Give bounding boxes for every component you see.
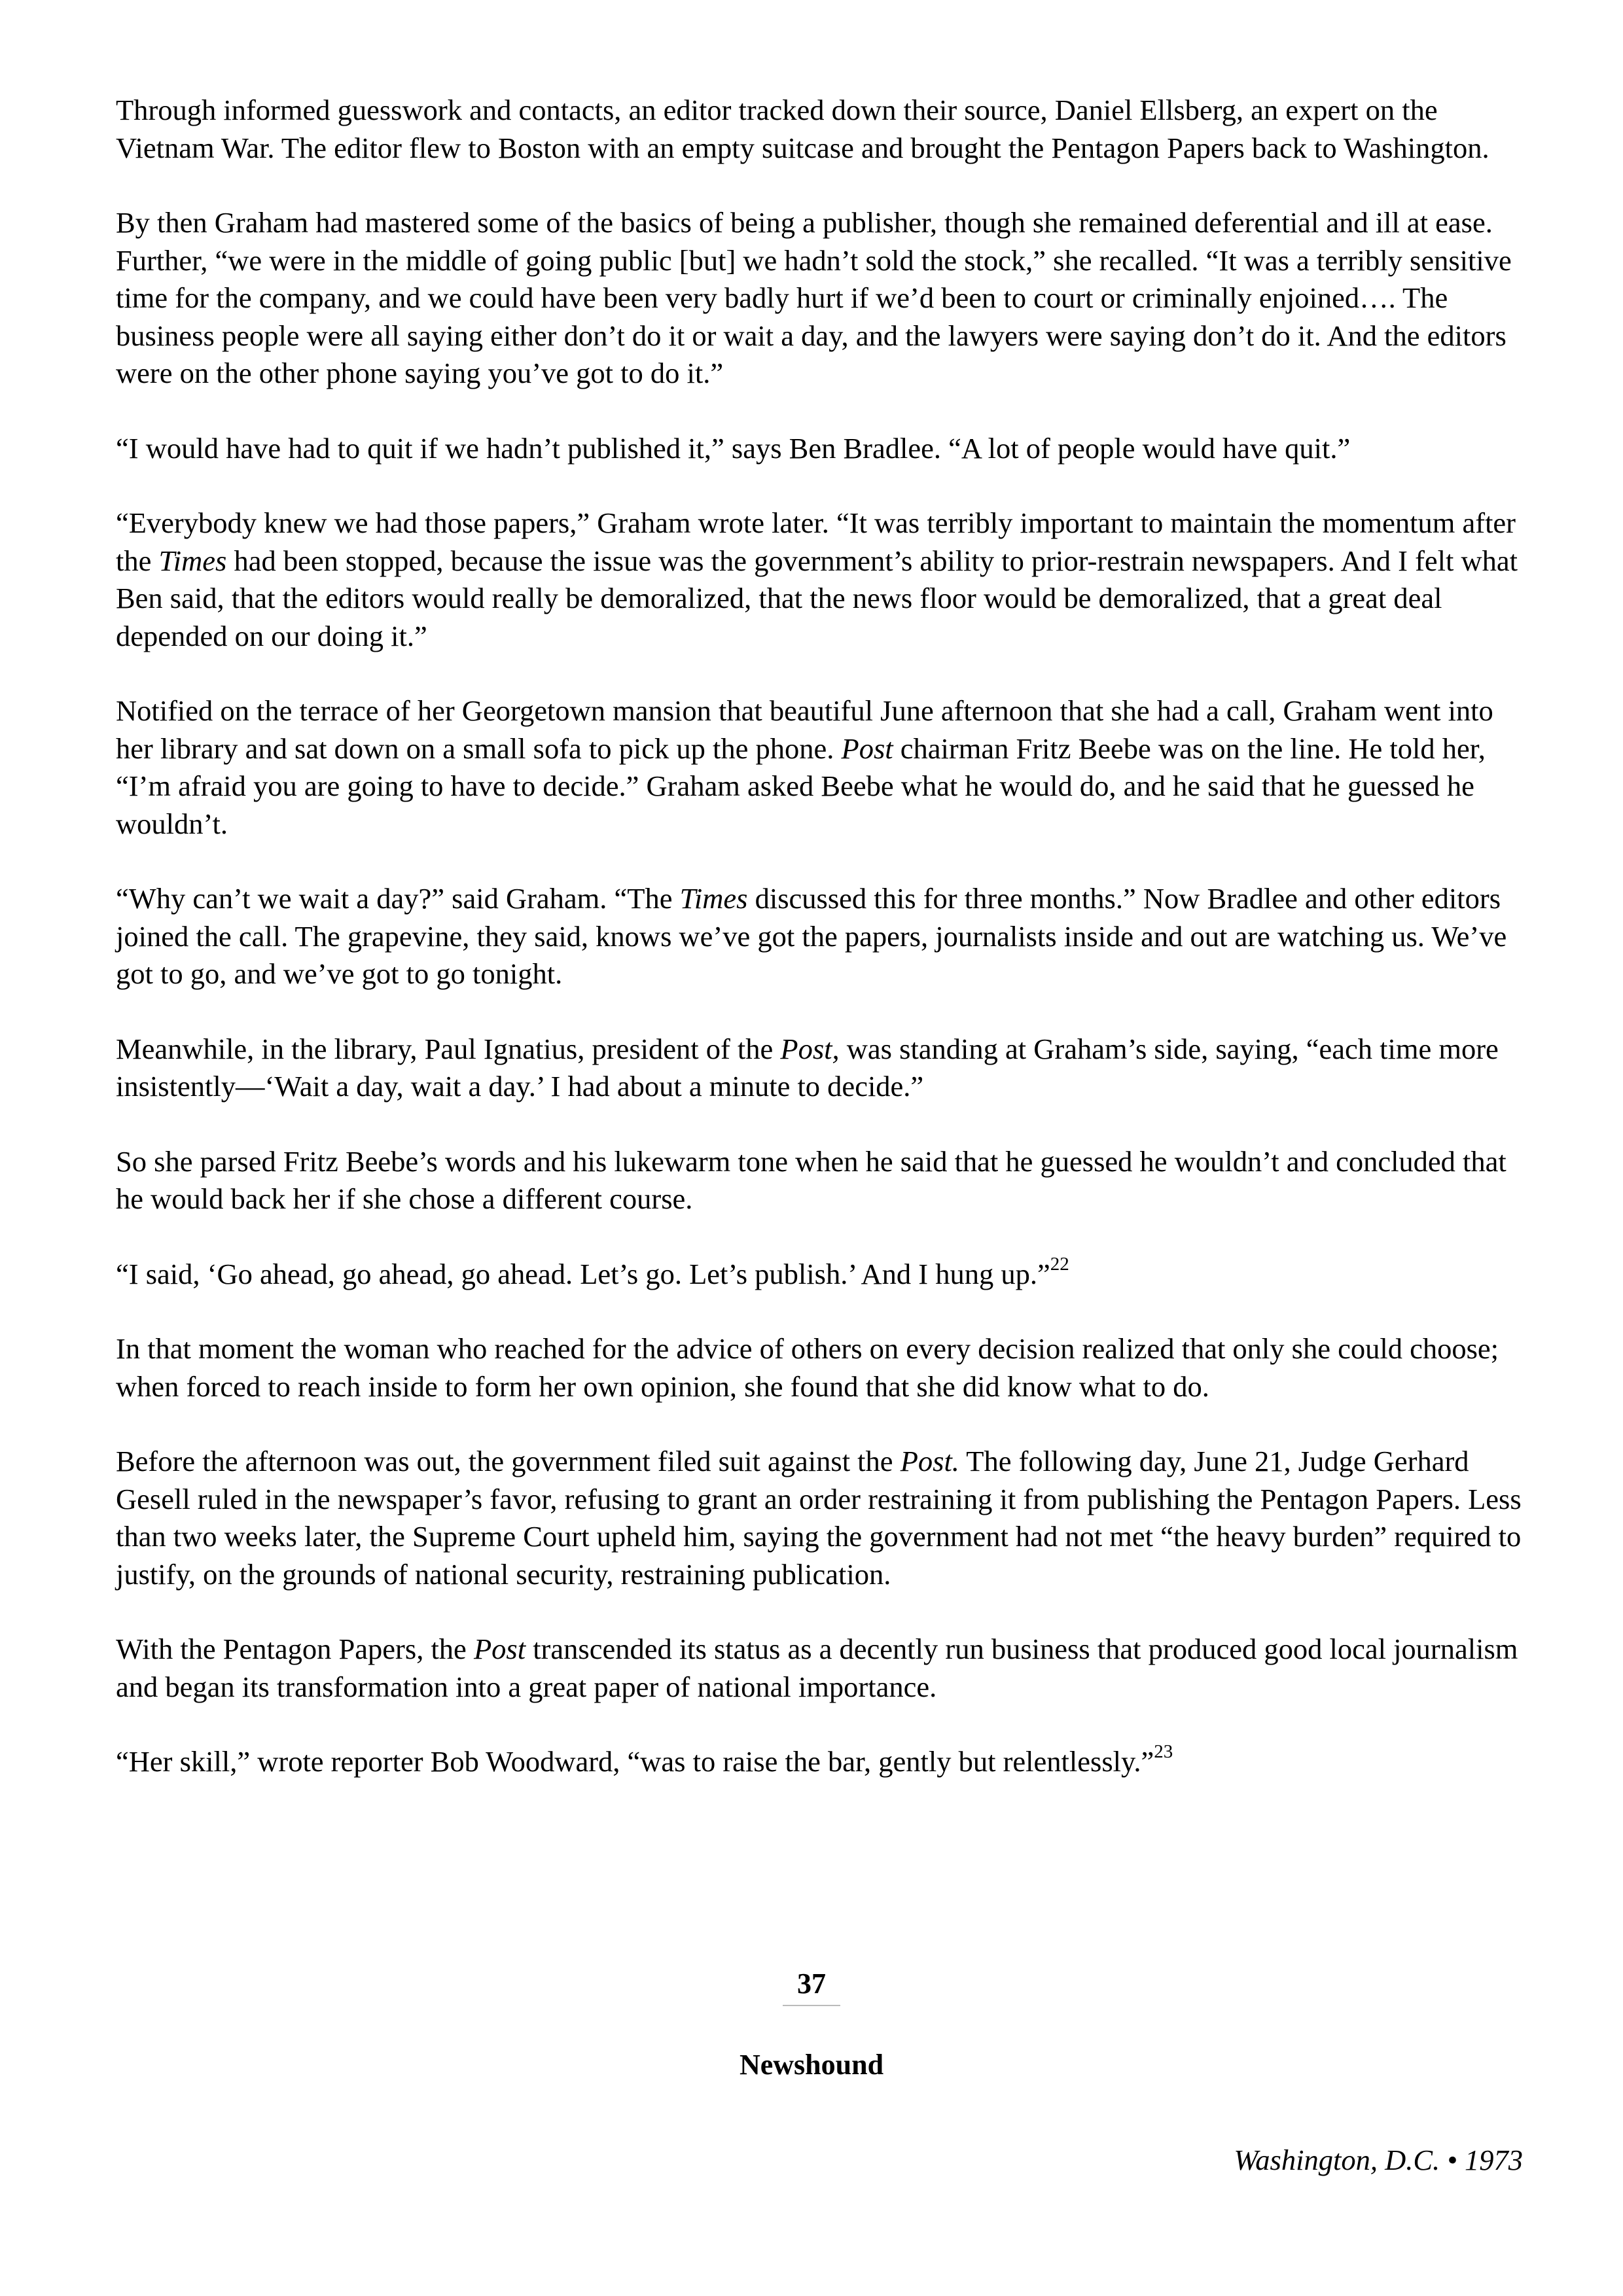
text-run: “I said, ‘Go ahead, go ahead, go ahead. Let’s go. Let’s publish.’ And I hung up.” — [116, 1257, 1050, 1290]
italic-text: Post, — [780, 1032, 840, 1065]
chapter-dateline: Washington, D.C. • 1973 — [1234, 2144, 1523, 2176]
italic-text: Times — [679, 882, 748, 915]
paragraph-1 — [116, 92, 1523, 167]
text-run: “Why can’t we wait a day?” said Graham. “The — [116, 882, 680, 915]
text-run: was standing at Graham’s side, saying, “each time more insistently—‘Wait a day, wait a day.’ I had about a minute to decide.” — [116, 1032, 1499, 1103]
text-run: Before the afternoon was out, the government filed suit against the — [116, 1445, 901, 1477]
footnote-reference: 23 — [1154, 1741, 1173, 1763]
italic-text: Times — [158, 544, 227, 577]
paragraph-5 — [116, 692, 1523, 843]
paragraph-11 — [116, 1443, 1523, 1593]
paragraph-12 — [116, 1631, 1523, 1706]
text-run: Through informed guesswork and contacts, an editor tracked down their source, Daniel Ellsberg, an expert on the Vietnam War. The editor flew to Boston with an empty suitcase and brought the Pentagon Papers back to Washington. — [116, 94, 1489, 164]
italic-text: Post. — [900, 1445, 959, 1477]
paragraph-13 — [116, 1743, 1523, 1781]
text-run: transcended its status as a decently run business that produced good local journalism and began its transformation into a great paper of national importance. — [116, 1633, 1518, 1703]
text-run: So she parsed Fritz Beebe’s words and his lukewarm tone when he said that he guessed he wouldn’t and concluded that he would back her if she chose a different course. — [116, 1144, 1507, 1215]
italic-text: Post — [841, 732, 893, 765]
paragraph-6 — [116, 880, 1523, 993]
text-run: Notified on the terrace of her Georgetown mansion that beautiful June afternoon that she had a call, Graham went into her library and sat down on a small sofa to pick up the phone. — [116, 694, 1493, 765]
paragraph-4 — [116, 504, 1523, 655]
paragraph-7 — [116, 1031, 1523, 1106]
chapter-number — [0, 1966, 1623, 2006]
chapter-number-text: 37 — [783, 1966, 840, 2006]
footnote-reference: 22 — [1050, 1253, 1069, 1275]
text-run: “Everybody knew we had those papers,” Graham wrote later. “It was terribly important to maintain the momentum after the — [116, 506, 1516, 577]
text-run: chairman Fritz Beebe was on the line. He told her, “I’m afraid you are going to have to decide.” Graham asked Beebe what he would do, and he said that he guessed he wouldn’t. — [116, 732, 1486, 840]
paragraph-3 — [116, 430, 1523, 468]
text-run: The following day, June 21, Judge Gerhard Gesell ruled in the newspaper’s favor, refusing to grant an order restraining it from publishing the Pentagon Papers. Less than two weeks later, the Supreme Court upheld him, saying the government had not met “the heavy burden” required to justify, on the grounds of national security, restraining publication. — [116, 1445, 1522, 1591]
body-text — [116, 92, 1523, 1818]
paragraph-9 — [116, 1253, 1523, 1294]
text-run: Meanwhile, in the library, Paul Ignatius, president of the — [116, 1032, 781, 1065]
text-run: discussed this for three months.” Now Bradlee and other editors joined the call. The grapevine, they said, knows we’ve got the papers, journalists inside and out are watching us. We’ve got to go, and we’ve got to go tonight. — [116, 882, 1507, 990]
paragraph-8 — [116, 1143, 1523, 1218]
paragraph-2 — [116, 204, 1523, 393]
text-run: had been stopped, because the issue was the government’s ability to prior-restrain newspapers. And I felt what Ben said, that the editors would really be demoralized, that the news floor would be demoralized, that a great deal depended on our doing it.” — [116, 544, 1518, 652]
text-run: With the Pentagon Papers, the — [116, 1633, 474, 1665]
paragraph-10 — [116, 1330, 1523, 1405]
chapter-title: Newshound — [739, 2049, 884, 2081]
italic-text: Post — [473, 1633, 526, 1665]
text-run: “Her skill,” wrote reporter Bob Woodward, “was to raise the bar, gently but relentlessly.” — [116, 1745, 1154, 1778]
text-run: By then Graham had mastered some of the basics of being a publisher, though she remained deferential and ill at ease. Further, “we were in the middle of going public [but] we hadn’t sold the stock,” she recalled. “It was a terribly sensitive time for the company, and we could have been very badly hurt if we’d been to court or criminally enjoined…. The business people were all saying either don’t do it or wait a day, and the lawyers were saying don’t do it. And the editors were on the other phone saying you’ve got to do it.” — [116, 206, 1512, 389]
text-run: In that moment the woman who reached for the advice of others on every decision realized that only she could choose; when forced to reach inside to form her own opinion, she found that she did know what to do. — [116, 1332, 1499, 1403]
text-run: “I would have had to quit if we hadn’t published it,” says Ben Bradlee. “A lot of people would have quit.” — [116, 431, 1351, 465]
